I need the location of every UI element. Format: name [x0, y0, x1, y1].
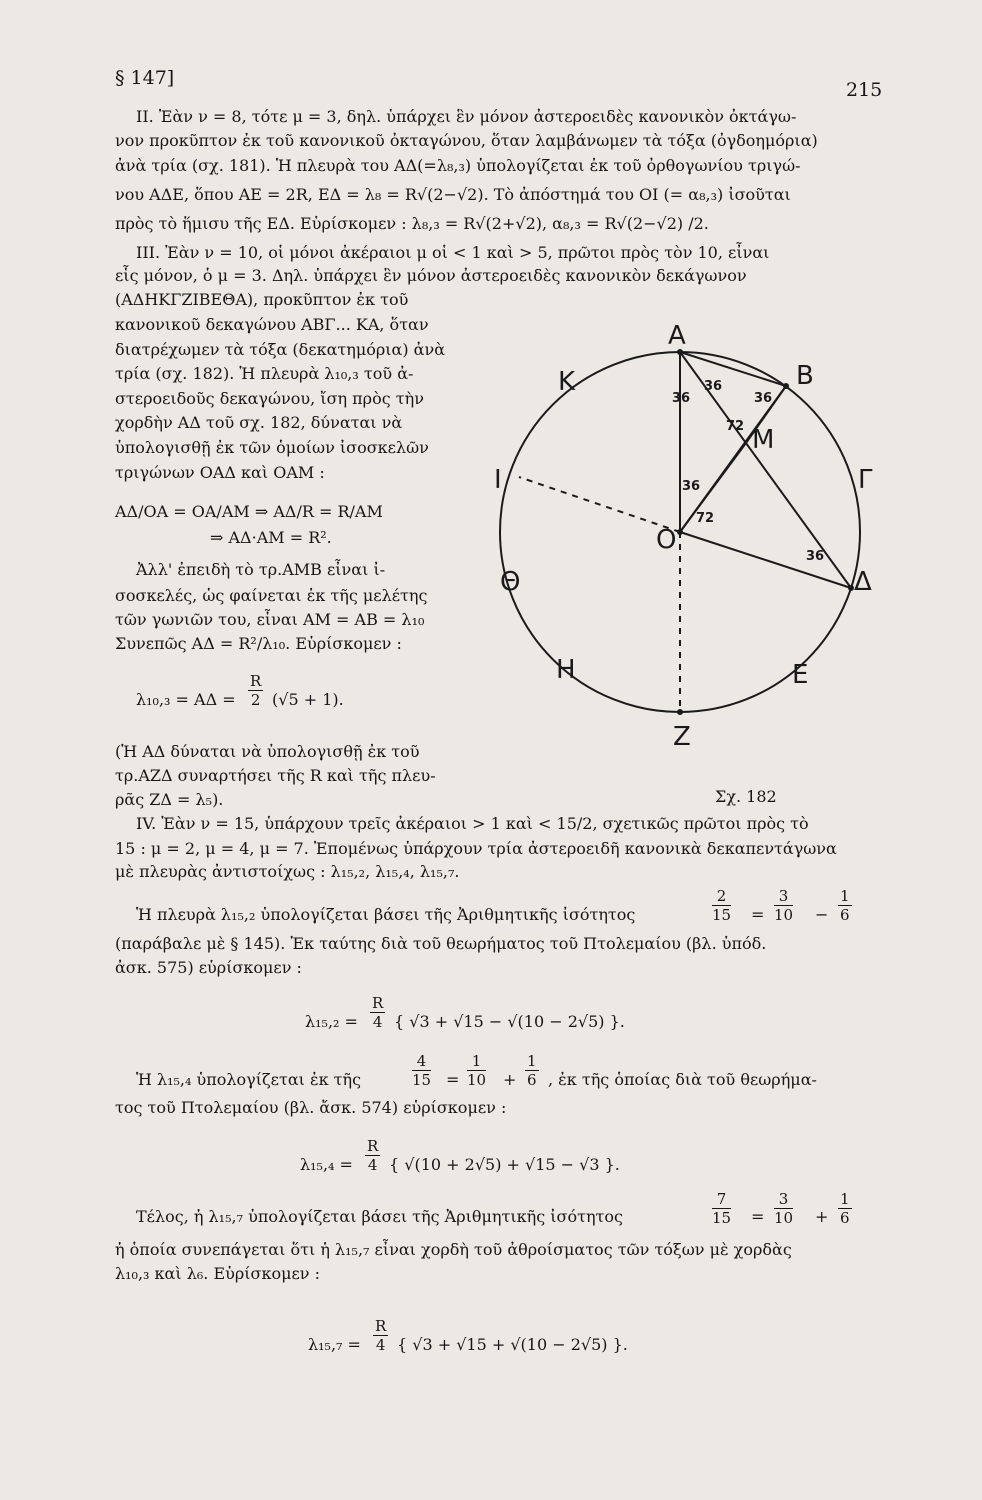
point-O-dot	[677, 529, 683, 535]
label-I: Ι	[494, 465, 502, 495]
label-H: Η	[556, 655, 576, 685]
text-line: Ἀλλ' ἐπειδὴ τὸ τρ.ΑΜΒ εἶναι ἰ-	[136, 560, 386, 579]
text-line: σοσκελές, ὡς φαίνεται ἐκ τῆς μελέτης	[115, 586, 428, 605]
text-line: νου ΑΔΕ, ὅπου ΑΕ = 2R, ΕΔ = λ₈ = R√(2−√2). Τὸ ἀπόστημά του ΟΙ (= α₈,₃) ἰσοῦται	[115, 185, 791, 204]
formula-lambda-15-2: λ₁₅,₂ =	[305, 1012, 358, 1031]
label-E: Ε	[792, 660, 809, 690]
text-line: 15 : μ = 2, μ = 4, μ = 7. Ἐπομένως ὑπάρχουν τρία ἀστεροειδῆ κανονικὰ δεκαπεντάγωνα	[115, 839, 837, 858]
text-line: μὲ πλευρὰς ἀντιστοίχως : λ₁₅,₂, λ₁₅,₄, λ₁₅,₇.	[115, 862, 460, 881]
text-line: στεροειδοῦς δεκαγώνου, ἴση πρὸς τὴν	[115, 389, 424, 408]
point-Z-dot	[677, 709, 683, 715]
formula-lambda-15-4-tail: { √(10 + 2√5) + √15 − √3 }.	[389, 1155, 620, 1174]
segment-OI	[519, 477, 680, 532]
text-line: Τέλος, ἡ λ₁₅,₇ ὑπολογίζεται βάσει τῆς Ἀριθμητικῆς ἰσότητος	[136, 1207, 623, 1226]
figure-caption: Σχ. 182	[715, 787, 777, 806]
text-line: ἀσκ. 575) εὑρίσκομεν :	[115, 958, 302, 977]
angle-36-e: 36	[806, 549, 825, 564]
text-line: τῶν γωνιῶν του, εἶναι ΑΜ = ΑΒ = λ₁₀	[115, 610, 425, 629]
fraction-r-over-2: $\frac{R}{2}$	[250, 672, 262, 709]
eq2-fraction-a: $\frac{4}{15}$	[412, 1052, 432, 1089]
text-line: τρία (σχ. 182). Ἡ πλευρὰ λ₁₀,₃ τοῦ ἀ-	[115, 364, 414, 383]
page-number: 215	[846, 79, 883, 101]
angle-36-d: 36	[682, 479, 701, 494]
text-line: (Ἡ ΑΔ δύναται νὰ ὑπολογισθῇ ἐκ τοῦ	[115, 742, 420, 761]
eq3-op2: +	[815, 1207, 829, 1226]
angle-72-b: 72	[696, 511, 715, 526]
text-line: διατρέχωμεν τὰ τόξα (δεκατημόρια) ἀνὰ	[115, 340, 446, 359]
text-line: ρᾶς ΖΔ = λ₅).	[115, 790, 224, 809]
equation-line: ΑΔ/ΟΑ = ΟΑ/ΑΜ ⇒ ΑΔ/R = R/ΑΜ	[115, 502, 383, 521]
formula-lambda-15-2-tail: { √3 + √15 − √(10 − 2√5) }.	[394, 1012, 625, 1031]
text-line: πρὸς τὸ ἥμισυ τῆς ΕΔ. Εὑρίσκομεν : λ₈,₃ = R√(2+√2), α₈,₃ = R√(2−√2) /2.	[115, 214, 709, 233]
text-line: Ἡ λ₁₅,₄ ὑπολογίζεται ἐκ τῆς	[136, 1070, 362, 1089]
angle-36-c: 36	[754, 391, 773, 406]
eq3-fraction-c: $\frac{1}{6}$	[840, 1190, 850, 1227]
angle-72-a: 72	[726, 419, 745, 434]
text-line: IV. Ἐὰν ν = 15, ὑπάρχουν τρεῖς ἀκέραιοι > 1 καὶ < 15/2, σχετικῶς πρῶτοι πρὸς τὸ	[136, 814, 809, 833]
text-line: λ₁₀,₃ καὶ λ₆. Εὑρίσκομεν :	[115, 1264, 320, 1283]
eq2-fraction-b: $\frac{1}{10}$	[467, 1052, 487, 1089]
equation-line: ⇒ ΑΔ·ΑΜ = R².	[210, 528, 332, 547]
eq3-fraction-a: $\frac{7}{15}$	[712, 1190, 732, 1227]
label-K: Κ	[558, 367, 576, 397]
label-Z: Ζ	[673, 722, 691, 752]
fraction-r-over-4: $\frac{R}{4}$	[367, 1137, 379, 1174]
eq2-fraction-c: $\frac{1}{6}$	[527, 1052, 537, 1089]
text-line: εἷς μόνον, ὁ μ = 3. Δηλ. ὑπάρχει ἓν μόνον ἀστεροειδὲς κανονικὸν δεκάγωνον	[115, 266, 747, 285]
formula-lambda-15-7: λ₁₅,₇ =	[308, 1335, 361, 1354]
text-line: Συνεπῶς ΑΔ = R²/λ₁₀. Εὑρίσκομεν :	[115, 634, 402, 653]
formula-lambda-15-7-tail: { √3 + √15 + √(10 − 2√5) }.	[397, 1335, 628, 1354]
text-line: ἡ ὁποία συνεπάγεται ὅτι ἡ λ₁₅,₇ εἶναι χορδὴ τοῦ ἀθροίσματος τῶν τόξων μὲ χορδὰς	[115, 1240, 792, 1259]
eq1-fraction-b: $\frac{3}{10}$	[774, 887, 794, 924]
formula-lambda-15-4: λ₁₅,₄ =	[300, 1155, 353, 1174]
text-line: κανονικοῦ δεκαγώνου ΑΒΓ... ΚΑ, ὅταν	[115, 315, 429, 334]
label-TH: Θ	[500, 567, 521, 597]
label-B: Β	[796, 361, 814, 391]
point-B-dot	[783, 383, 789, 389]
eq2-op1: =	[446, 1070, 460, 1089]
angle-36-a: 36	[704, 379, 723, 394]
label-M: Μ	[752, 425, 775, 455]
eq1-op2: −	[815, 905, 829, 924]
segment-AB	[680, 352, 786, 386]
formula-lambda-10-3-tail: (√5 + 1).	[272, 690, 344, 709]
label-G: Γ	[858, 465, 873, 495]
section-header: § 147]	[115, 67, 175, 89]
text-line: χορδὴν ΑΔ τοῦ σχ. 182, δύναται νὰ	[115, 413, 403, 432]
text-line: Ἡ πλευρὰ λ₁₅,₂ ὑπολογίζεται βάσει τῆς Ἀριθμητικῆς ἰσότητος	[136, 905, 636, 924]
label-O: Ο	[656, 525, 677, 555]
text-line: ἀνὰ τρία (σχ. 181). Ἡ πλευρὰ του ΑΔ(=λ₈,₃) ὑπολογίζεται ἐκ τοῦ ὀρθογωνίου τριγώ-	[115, 156, 801, 175]
angle-36-b: 36	[672, 391, 691, 406]
text-line: (παράβαλε μὲ § 145). Ἐκ ταύτης διὰ τοῦ θεωρήματος τοῦ Πτολεμαίου (βλ. ὑπόδ.	[115, 934, 767, 953]
eq1-op1: =	[751, 905, 765, 924]
eq2-op2: +	[503, 1070, 517, 1089]
label-A: Α	[668, 321, 686, 351]
label-D: Δ	[854, 567, 872, 597]
text-line: (ΑΔΗΚΓΖΙΒΕΘΑ), προκῦπτον ἐκ τοῦ	[115, 290, 409, 309]
text-line: ὑπολογισθῇ ἐκ τῶν ὁμοίων ἰσοσκελῶν	[115, 438, 429, 457]
text-line: τριγώνων ΟΑΔ καὶ ΟΑΜ :	[115, 463, 325, 482]
eq3-op1: =	[751, 1207, 765, 1226]
text-line: , ἐκ τῆς ὁποίας διὰ τοῦ θεωρήμα-	[548, 1070, 817, 1089]
text-line: νον προκῦπτον ἐκ τοῦ κανονικοῦ ὀκταγώνου, ὅταν λαμβάνωμεν τὰ τόξα (ὀγδοημόρια)	[115, 131, 818, 150]
eq3-fraction-b: $\frac{3}{10}$	[774, 1190, 794, 1227]
text-line: III. Ἐὰν ν = 10, οἱ μόνοι ἀκέραιοι μ οἱ < 1 καὶ > 5, πρῶτοι πρὸς τὸν 10, εἶναι	[136, 243, 770, 262]
segment-OD	[680, 532, 851, 588]
eq1-fraction-c: $\frac{1}{6}$	[840, 887, 850, 924]
formula-lambda-10-3: λ₁₀,₃ = ΑΔ =	[136, 690, 236, 709]
figure-182	[480, 320, 900, 760]
text-line: τρ.ΑΖΔ συναρτήσει τῆς R καὶ τῆς πλευ-	[115, 766, 436, 785]
text-line: τος τοῦ Πτολεμαίου (βλ. ἄσκ. 574) εὑρίσκομεν :	[115, 1098, 507, 1117]
text-line: II. Ἐὰν ν = 8, τότε μ = 3, δηλ. ὑπάρχει ἓν μόνον ἀστεροειδὲς κανονικὸν ὀκτάγω-	[136, 107, 797, 126]
fraction-r-over-4: $\frac{R}{4}$	[372, 994, 384, 1031]
fraction-r-over-4: $\frac{R}{4}$	[375, 1317, 387, 1354]
eq1-fraction-a: $\frac{2}{15}$	[712, 887, 732, 924]
